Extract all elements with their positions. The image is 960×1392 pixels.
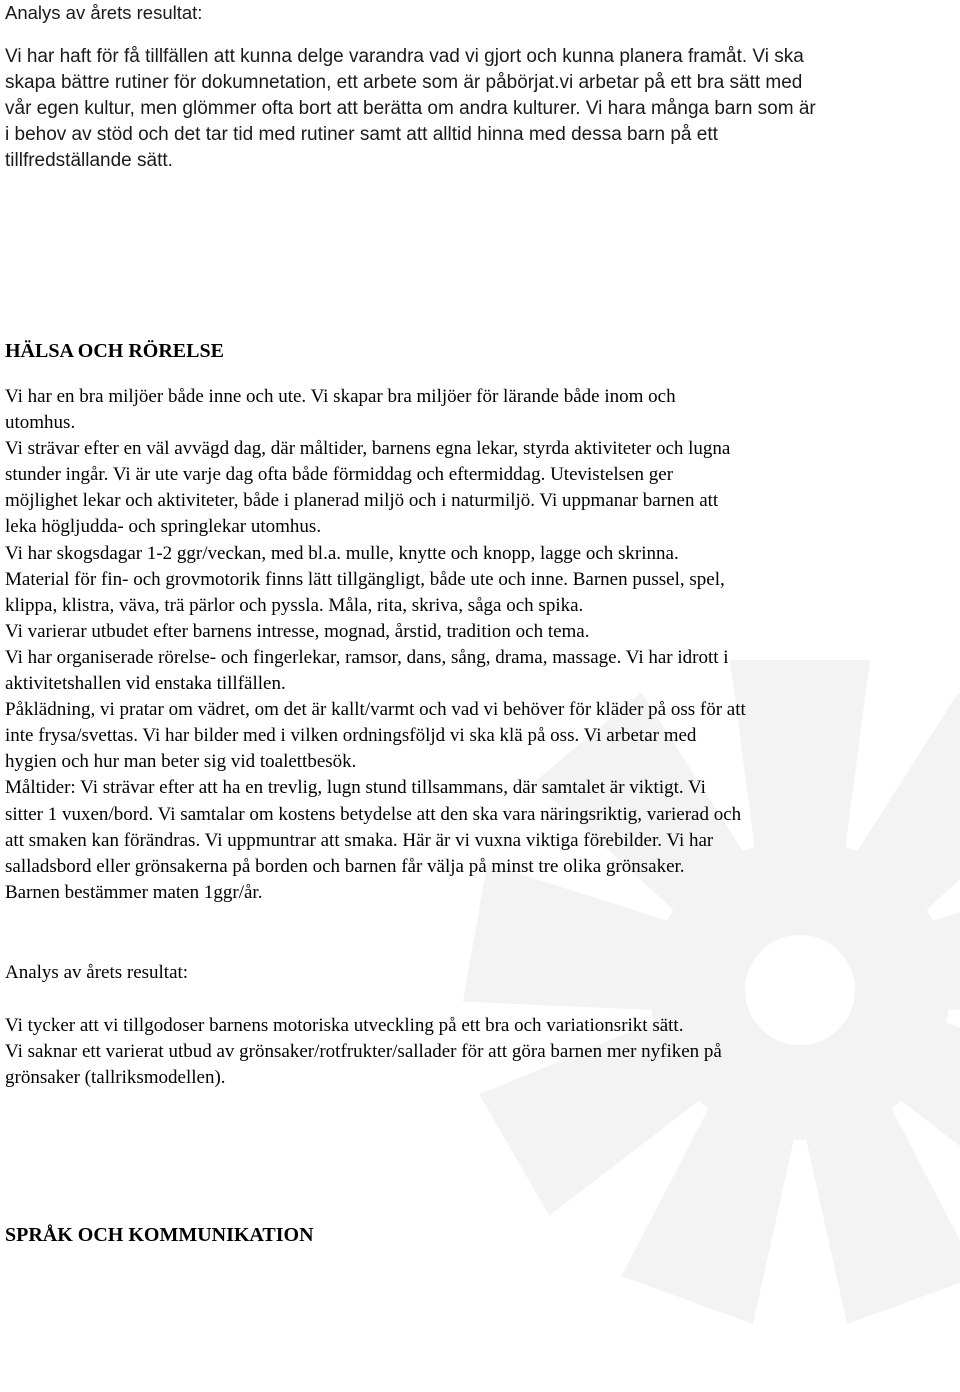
paragraph-line: Vi strävar efter en väl avvägd dag, där måltider, barnens egna lekar, styrda aktiviteter och lugna	[5, 438, 731, 460]
paragraph-line: Material för fin- och grovmotorik finns lätt tillgängligt, både ute och inne. Barnen pussel, spel,	[5, 568, 725, 590]
paragraph-line: Vi tycker att vi tillgodoser barnens motoriska utveckling på ett bra och variationsrikt sätt.	[5, 1015, 684, 1036]
paragraph-line: Måltider: Vi strävar efter att ha en trevlig, lugn stund tillsammans, där samtalet är viktigt. Vi	[5, 777, 706, 799]
paragraph-line: grönsaker (tallriksmodellen).	[5, 1067, 226, 1089]
paragraph-line: skapa bättre rutiner för dokumnetation, ett arbete som är påbörjat.vi arbetar på ett bra sätt med	[5, 72, 803, 94]
paragraph-line: klippa, klistra, väva, trä pärlor och pyssla. Måla, rita, skriva, såga och spika.	[5, 594, 584, 616]
analysis-paragraph-1	[5, 44, 816, 174]
paragraph-line: leka högljudda- och springlekar utomhus.	[5, 516, 322, 538]
paragraph-line: att smaken kan förändras. Vi uppmuntrar att smaka. Här är vi vuxna viktiga förebilder. Vi har	[5, 829, 714, 851]
paragraph-line: sitter 1 vuxen/bord. Vi samtalar om kostens betydelse att den ska vara näringsriktig, varierad och	[5, 803, 742, 825]
paragraph-line: Barnen bestämmer maten 1ggr/år.	[5, 881, 263, 903]
paragraph-line: i behov av stöd och det tar tid med rutiner samt att alltid hinna med dessa barn på ett	[5, 124, 718, 146]
section-heading-sprak: SPRÅK OCH KOMMUNIKATION	[5, 1224, 314, 1246]
paragraph-line: Vi har skogsdagar 1-2 ggr/veckan, med bl.a. mulle, knytte och knopp, lagge och skrinna.	[5, 542, 679, 564]
paragraph-line: Vi har organiserade rörelse- och fingerlekar, ramsor, dans, sång, drama, massage. Vi har idrott i	[5, 646, 729, 668]
paragraph-line: utomhus.	[5, 412, 76, 434]
paragraph-line: Vi saknar ett varierat utbud av grönsaker/rotfrukter/sallader för att göra barnen mer nyfiken på	[5, 1041, 722, 1063]
paragraph-line: aktivitetshallen vid enstaka tillfällen.	[5, 673, 286, 695]
paragraph-line: salladsbord eller grönsakerna på borden och barnen får välja på minst tre olika grönsaker.	[5, 855, 685, 877]
paragraph-line: tillfredställande sätt.	[5, 150, 173, 172]
analysis-heading-2: Analys av årets resultat:	[5, 962, 189, 983]
paragraph-line: Vi har haft för få tillfällen att kunna delge varandra vad vi gjort och kunna planera framåt. Vi ska	[5, 46, 804, 67]
section-heading-halsa: HÄLSA OCH RÖRELSE	[5, 340, 224, 362]
analysis-heading-1: Analys av årets resultat:	[5, 2, 203, 23]
paragraph-line: inte frysa/svettas. Vi har bilder med i vilken ordningsföljd vi ska klä på oss. Vi arbetar med	[5, 725, 697, 747]
paragraph-line: Vi har en bra miljöer både inne och ute. Vi skapar bra miljöer för lärande både inom och	[5, 386, 676, 407]
paragraph-line: stunder ingår. Vi är ute varje dag ofta både förmiddag och eftermiddag. Utevistelsen ger	[5, 464, 674, 486]
paragraph-line: Påklädning, vi pratar om vädret, om det är kallt/varmt och vad vi behöver för kläder på oss för att	[5, 699, 746, 721]
paragraph-line: Vi varierar utbudet efter barnens intresse, mognad, årstid, tradition och tema.	[5, 620, 590, 642]
analysis-paragraph-2	[5, 1013, 722, 1091]
halsa-body	[5, 384, 746, 906]
paragraph-line: hygien och hur man beter sig vid toalettbesök.	[5, 751, 357, 773]
paragraph-line: möjlighet lekar och aktiviteter, både i planerad miljö och i naturmiljö. Vi uppmanar barnen att	[5, 490, 719, 512]
paragraph-line: vår egen kultur, men glömmer ofta bort att berätta om andra kulturer. Vi hara många barn som är	[5, 98, 816, 120]
